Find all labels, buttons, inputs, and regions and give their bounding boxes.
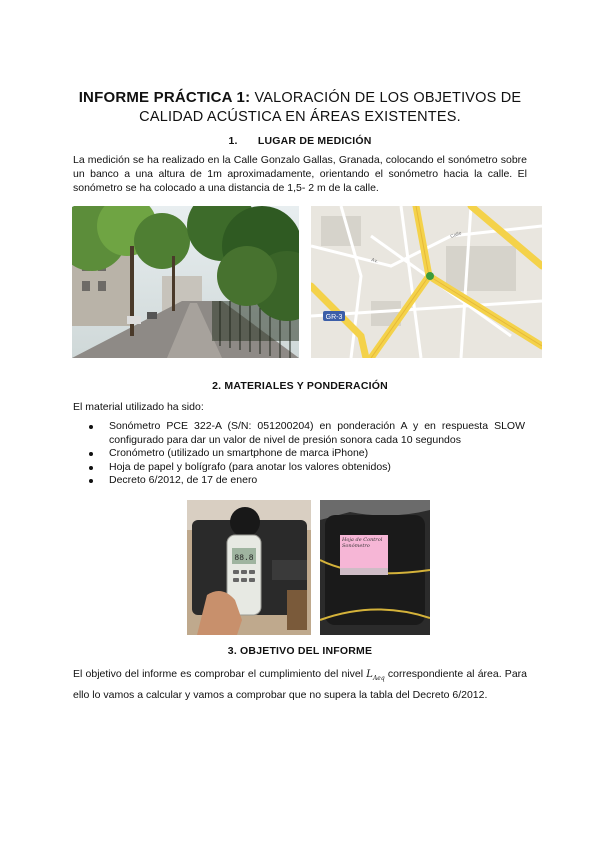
bullet-icon: [89, 452, 93, 456]
svg-text:Av.: Av.: [370, 257, 379, 265]
title-line2: CALIDAD ACÚSTICA EN ÁREAS EXISTENTES.: [139, 109, 461, 125]
title-rest-line1: VALORACIÓN DE LOS OBJETIVOS DE: [254, 90, 522, 106]
section1-heading-text: LUGAR DE MEDICIÓN: [257, 135, 372, 147]
note-text: Hoja de Control Sonómetro: [342, 537, 383, 549]
map-road-label: GR-3: [325, 314, 343, 321]
list-item: Decreto 6/2012, de 17 de enero: [73, 474, 525, 488]
section2-intro: El material utilizado ha sido:: [73, 401, 204, 413]
section1-paragraph: La medición se ha realizado en la Calle Gonzalo Gallas, Granada, colocando el sonómetro sobre un banco a una altura de 1m aproximadamente, orientando el sonómetro hacia la calle. El sonómetro se ha colocado a una distancia de 1,5- 2 m de la calle.: [73, 154, 527, 194]
title-bold: INFORME PRÁCTICA 1:: [78, 89, 251, 106]
case-note-photo: [320, 500, 430, 635]
section3-heading: 3. OBJETIVO DEL INFORME: [227, 645, 373, 657]
list-item: Sonómetro PCE 322-A (S/N: 051200204) en ponderación A y en respuesta SLOW configurado para dar un valor de nivel de presión sonora cada 10 segundos: [73, 420, 525, 447]
materials-list: [73, 420, 525, 488]
list-item: Cronómetro (utilizado un smartphone de marca iPhone): [73, 447, 525, 461]
sound-meter-photo: [187, 500, 311, 635]
section3-paragraph: El objetivo del informe es comprobar el cumplimiento del nivel $L_{Aeq}$ correspondiente al área. Para ello lo vamos a calcular y vamos a comprobar que no supera la tabla del Decreto 6/2012.: [73, 668, 527, 701]
report-title: [60, 88, 540, 127]
location-map: [311, 206, 542, 358]
list-item: Hoja de papel y bolígrafo (para anotar los valores obtenidos): [73, 461, 525, 475]
laeq-symbol: $L_{Aeq}$: [366, 669, 385, 682]
bullet-icon: [89, 425, 93, 429]
street-photo: [72, 206, 299, 358]
section1-number: 1.: [228, 135, 238, 147]
bullet-icon: [89, 479, 93, 483]
section2-heading: 2. MATERIALES Y PONDERACIÓN: [212, 380, 388, 392]
svg-text:Calle: Calle: [449, 230, 463, 240]
meter-display: 88.8: [234, 554, 254, 563]
bullet-icon: [89, 466, 93, 470]
section1-heading: [60, 135, 540, 147]
